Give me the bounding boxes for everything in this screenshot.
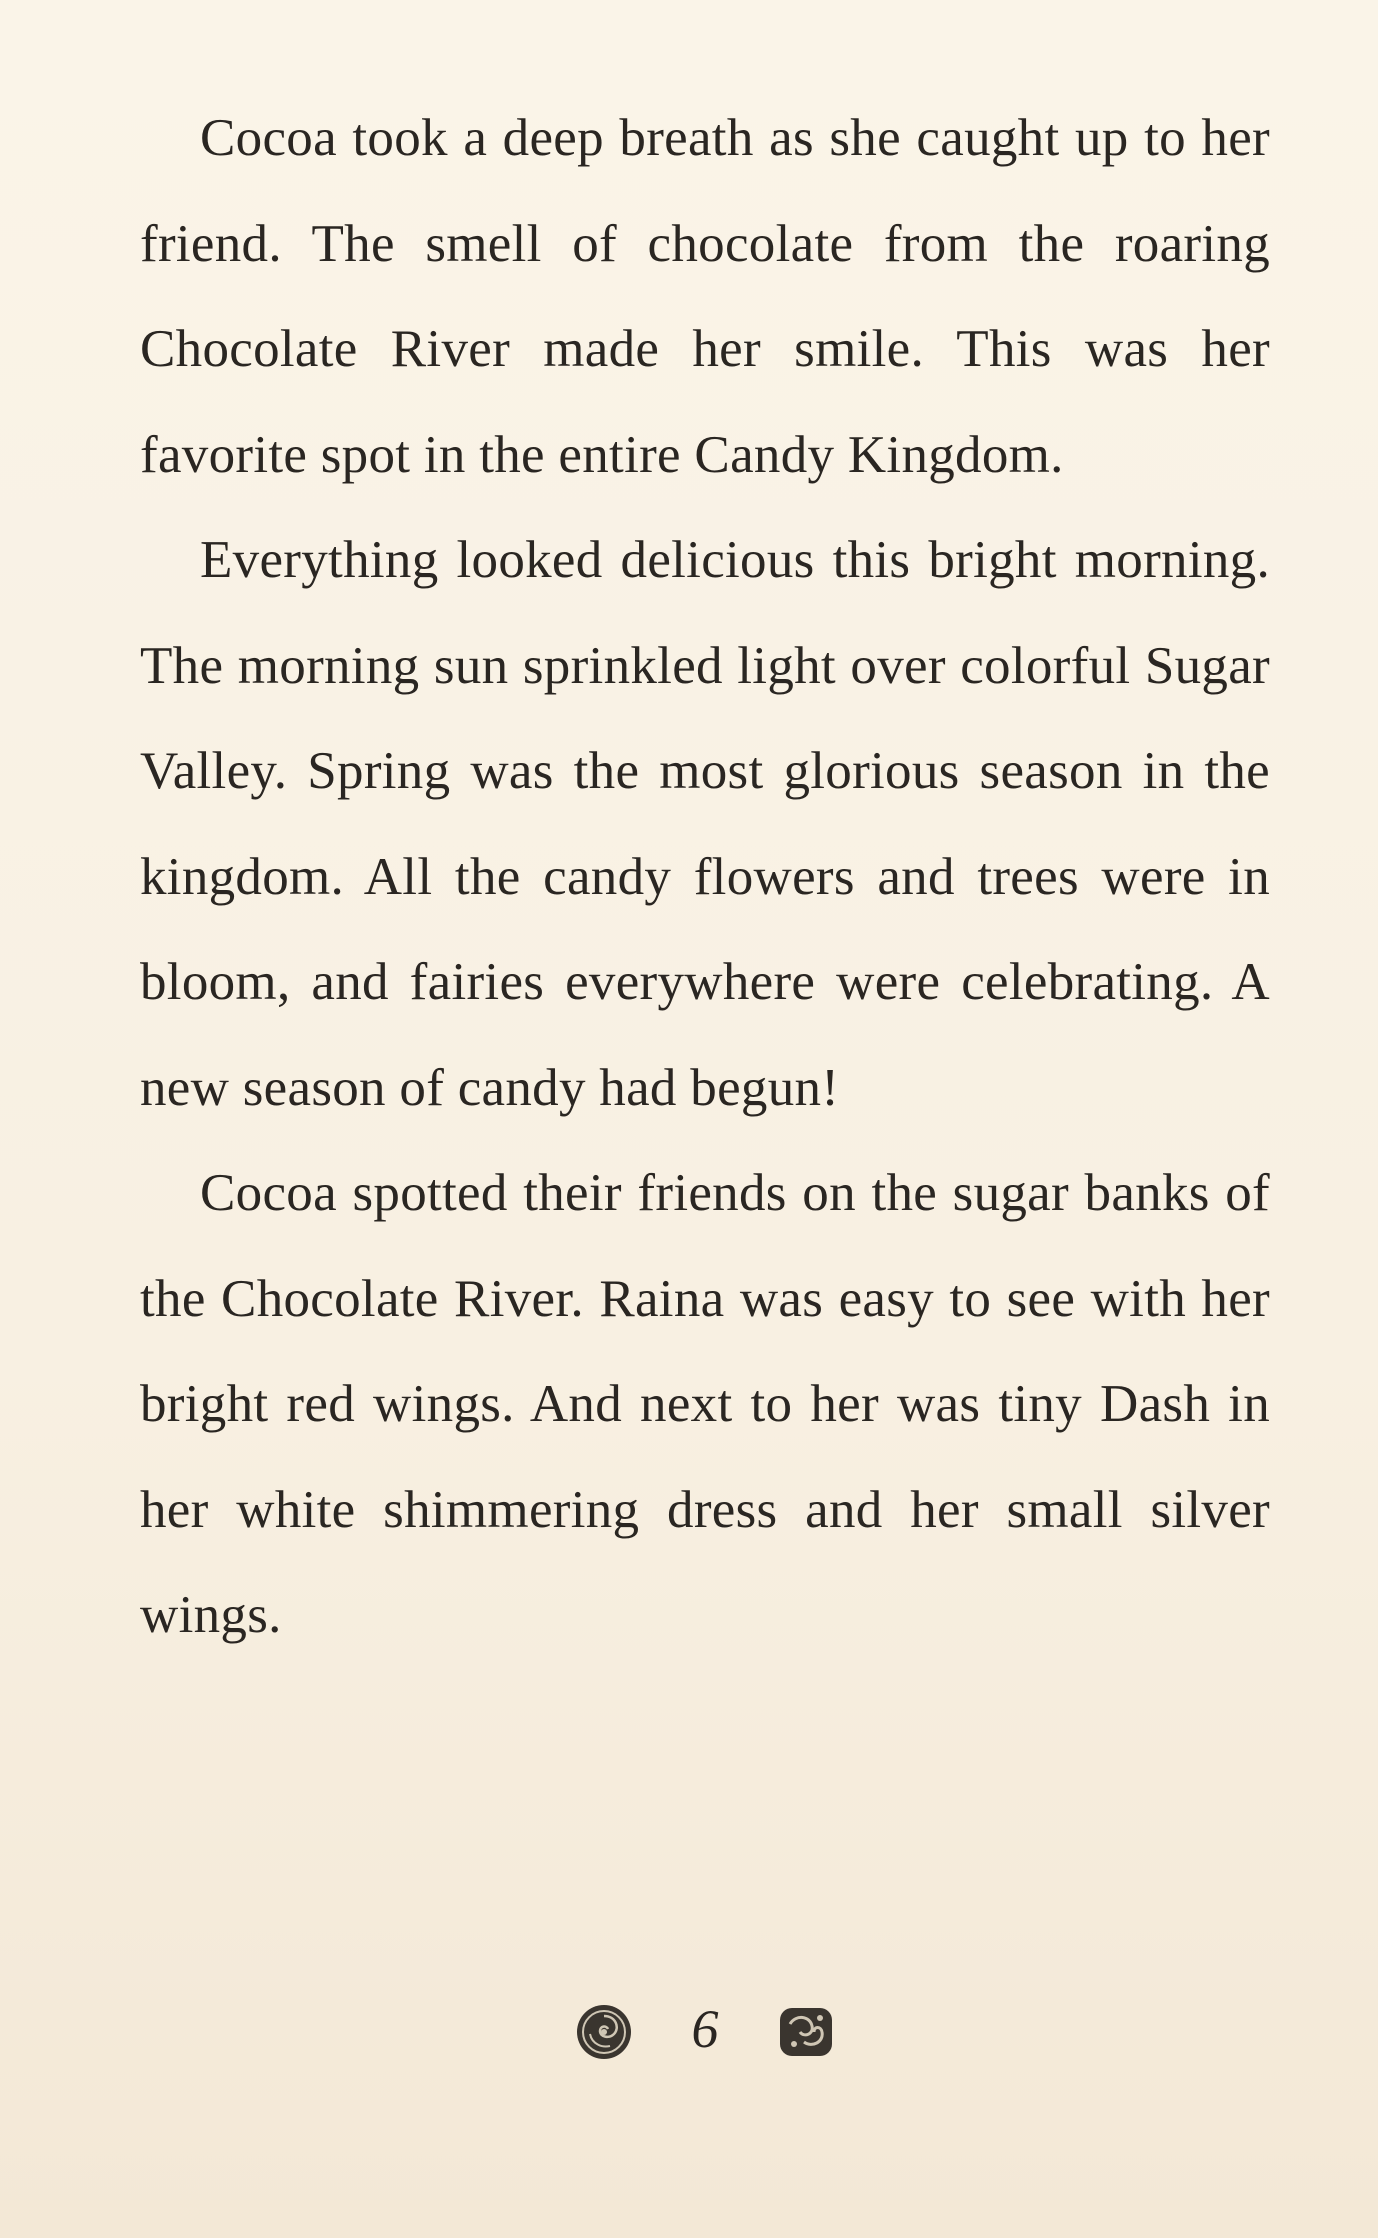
page-footer: [0, 1990, 1378, 2080]
paragraph-2: Everything looked delicious this bright morning. The morning sun sprinkled light over colorful Sugar Valley. Spring was the most glorious season in the kingdom. All the candy flowers and trees were in bloom, and fairies everywhere were celebrating. A new season of candy had begun!: [140, 531, 1270, 1117]
rose-swirl-ornament-icon: [574, 2002, 634, 2062]
candy-flourish-ornament-icon: [776, 2002, 836, 2062]
body-text: [140, 86, 1270, 1669]
page-number: 6: [691, 1999, 719, 2059]
paragraph-3: Cocoa spotted their friends on the sugar banks of the Chocolate River. Raina was easy to see with her bright red wings. And next to her was tiny Dash in her white shimmering dress and her small silver wings.: [140, 1164, 1270, 1644]
paragraph-1: Cocoa took a deep breath as she caught up to her friend. The smell of chocolate from the roaring Chocolate River made her smile. This was her favorite spot in the entire Candy Kingdom.: [140, 109, 1270, 484]
